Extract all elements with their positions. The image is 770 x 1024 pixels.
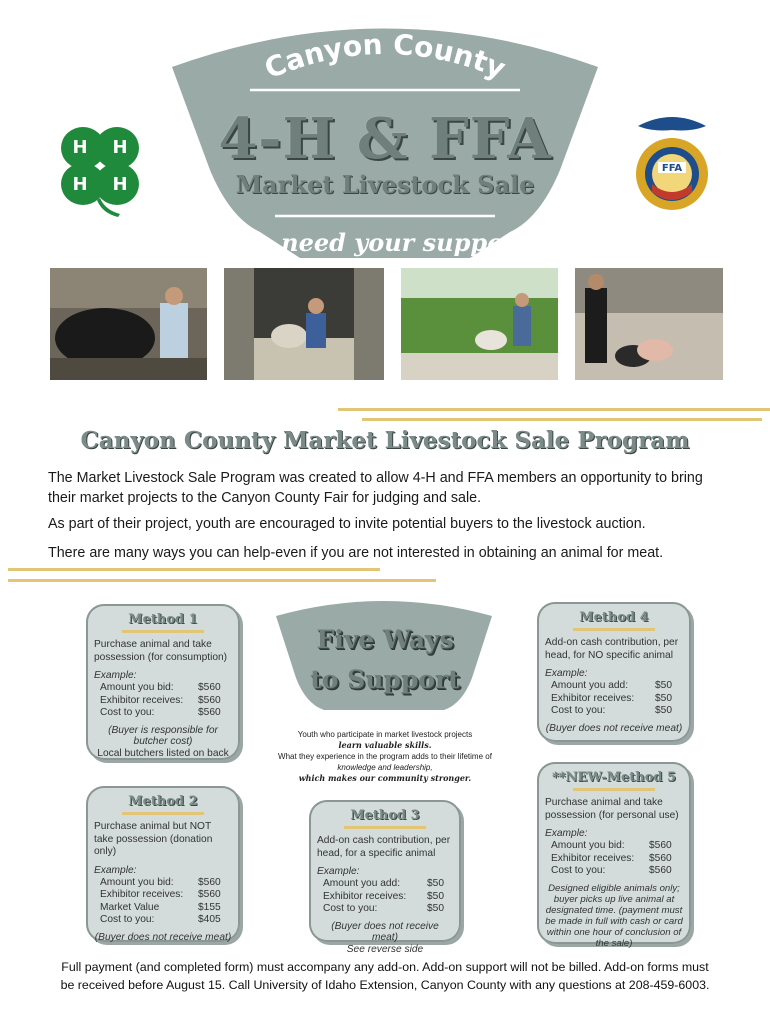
example-row: [94, 682, 232, 695]
photo-pigs: [575, 268, 723, 380]
youth-line: Youth who participate in market livestock projects: [297, 730, 473, 739]
gold-rule: [8, 568, 380, 571]
row-label: Exhibitor receives:: [551, 852, 635, 864]
row-label: Amount you bid:: [100, 682, 174, 693]
row-value: $155: [198, 901, 221, 913]
example-row: [545, 693, 683, 706]
five-ways-line1: Five Ways: [316, 625, 454, 654]
row-value: $50: [427, 890, 444, 902]
method-title: Method 2: [128, 794, 198, 809]
method-2-card: [86, 786, 240, 942]
row-label: Exhibitor receives:: [100, 694, 184, 706]
example-row: [94, 914, 232, 927]
row-value: $50: [427, 878, 444, 889]
method-note: (Buyer does not receive meat): [94, 931, 232, 943]
youth-statement: [270, 729, 500, 784]
row-label: Market Value: [100, 901, 160, 913]
intro-paragraph: There are many ways you can help-even if you are not interested in obtaining an animal for meat.: [48, 545, 664, 561]
row-value: $560: [198, 682, 221, 693]
method-description: Add-on cash contribution, per head, for NO specific animal: [545, 637, 679, 661]
row-value: $50: [655, 692, 672, 704]
example-row: [545, 853, 683, 866]
example-label: Example:: [94, 864, 137, 876]
row-value: $50: [655, 680, 672, 691]
example-label: Example:: [545, 668, 588, 679]
example-row: [94, 695, 232, 708]
tagline: We need your support!: [232, 228, 538, 257]
row-label: Amount you add:: [323, 878, 401, 889]
row-label: Cost to you:: [551, 865, 606, 876]
ffa-emblem-icon: [630, 112, 714, 216]
method-note-2: Local butchers listed on back: [97, 747, 229, 759]
row-value: $50: [655, 705, 672, 716]
photo-cattle: [50, 268, 207, 380]
method-5-card: [537, 762, 691, 949]
row-value: $560: [198, 876, 221, 888]
method-title: **NEW-Method 5: [551, 770, 677, 785]
gold-rule: [122, 812, 205, 815]
photo-goat-outdoor: [401, 268, 558, 380]
method-description: Purchase animal and take possession (for personal use): [545, 797, 679, 821]
youth-line: which makes our community stronger.: [298, 773, 472, 783]
example-row: [317, 903, 453, 916]
row-label: Cost to you:: [551, 705, 606, 716]
method-note: (Buyer is responsible for butcher cost): [108, 724, 218, 747]
method-title: Method 3: [350, 808, 420, 823]
example-row: [317, 891, 453, 904]
page-title: 4-H & FFA: [218, 106, 552, 172]
footer-line: be received before August 15. Call University of Idaho Extension, Canyon County with any questions at 208-459-6003.: [60, 978, 710, 992]
gold-rule: [338, 408, 770, 411]
five-ways-title: [280, 620, 490, 700]
row-value: $50: [427, 903, 444, 914]
ffa-emblem-text: FFA: [661, 163, 683, 174]
row-value: $560: [198, 694, 221, 706]
row-label: Amount you bid:: [100, 876, 174, 888]
row-label: Cost to you:: [323, 903, 378, 914]
banner-arc-title: Canyon County: [259, 27, 511, 86]
example-label: Example:: [545, 828, 588, 839]
method-note: (Buyer does not receive meat): [331, 920, 439, 943]
page-subtitle: Market Livestock Sale: [235, 170, 535, 199]
row-value: $560: [649, 865, 672, 876]
method-description: Add-on cash contribution, per head, for a specific animal: [317, 835, 451, 859]
method-note-2: See reverse side: [346, 943, 424, 955]
row-value: $405: [198, 914, 221, 925]
method-note: Designed eligible animals only; buyer picks up live animal at designated time. (payment must be made in full with cash or card within one hour of conclusion of the sale): [545, 882, 683, 949]
example-row: [94, 902, 232, 915]
section-title: Canyon County Market Livestock Sale Program: [80, 427, 690, 454]
example-row: [545, 840, 683, 853]
method-title: Method 4: [579, 610, 649, 625]
youth-line: learn valuable skills.: [338, 740, 432, 750]
intro-paragraph: As part of their project, youth are encouraged to invite potential buyers to the livestock auction.: [48, 516, 646, 532]
youth-line: What they experience in the program adds to their lifetime of: [278, 752, 492, 761]
example-row: [317, 878, 453, 891]
gold-rule: [362, 418, 762, 421]
four-h-clover-icon: [50, 118, 150, 218]
row-label: Cost to you:: [100, 707, 155, 718]
row-label: Exhibitor receives:: [323, 890, 407, 902]
gold-rule: [8, 579, 436, 582]
example-label: Example:: [94, 670, 137, 681]
example-row: [94, 889, 232, 902]
example-row: [545, 865, 683, 878]
row-value: $560: [649, 840, 672, 851]
svg-text:H: H: [112, 137, 128, 158]
footer-line: Full payment (and completed form) must accompany any add-on. Add-on support will not be billed. Add-on forms must: [61, 960, 709, 974]
row-label: Amount you add:: [551, 680, 629, 691]
gold-rule: [122, 630, 205, 633]
method-1-card: [86, 604, 240, 760]
five-ways-line2: to Support: [310, 665, 460, 694]
gold-rule: [573, 628, 656, 631]
intro-paragraph: The Market Livestock Sale Program was created to allow 4-H and FFA members an opportunity to bring their market projects to the Canyon County Fair for judging and sale.: [48, 470, 703, 506]
photo-goat-kneeling: [224, 268, 384, 380]
method-title: Method 1: [128, 612, 198, 627]
gold-rule: [344, 826, 426, 829]
method-3-card: [309, 800, 461, 955]
method-description: Purchase animal but NOT take possession (donation only): [94, 821, 213, 857]
gold-rule: [573, 788, 656, 791]
example-row: [94, 707, 232, 720]
example-row: [545, 705, 683, 718]
method-4-card: [537, 602, 691, 742]
youth-line: knowledge and leadership,: [337, 763, 433, 772]
row-value: $560: [649, 852, 672, 864]
row-label: Amount you bid:: [551, 840, 625, 851]
method-description: Purchase animal and take possession (for consumption): [94, 639, 228, 663]
row-value: $560: [198, 889, 221, 900]
example-row: [545, 680, 683, 693]
svg-text:H: H: [72, 174, 88, 195]
example-label: Example:: [317, 866, 360, 877]
example-row: [94, 877, 232, 890]
footer-note: [40, 958, 730, 994]
row-label: Exhibitor receives:: [551, 692, 635, 704]
row-label: Exhibitor receives:: [100, 889, 184, 900]
method-note: (Buyer does not receive meat): [545, 722, 683, 734]
svg-text:H: H: [112, 174, 128, 195]
svg-text:H: H: [72, 137, 88, 158]
row-label: Cost to you:: [100, 914, 155, 925]
row-value: $560: [198, 707, 221, 718]
